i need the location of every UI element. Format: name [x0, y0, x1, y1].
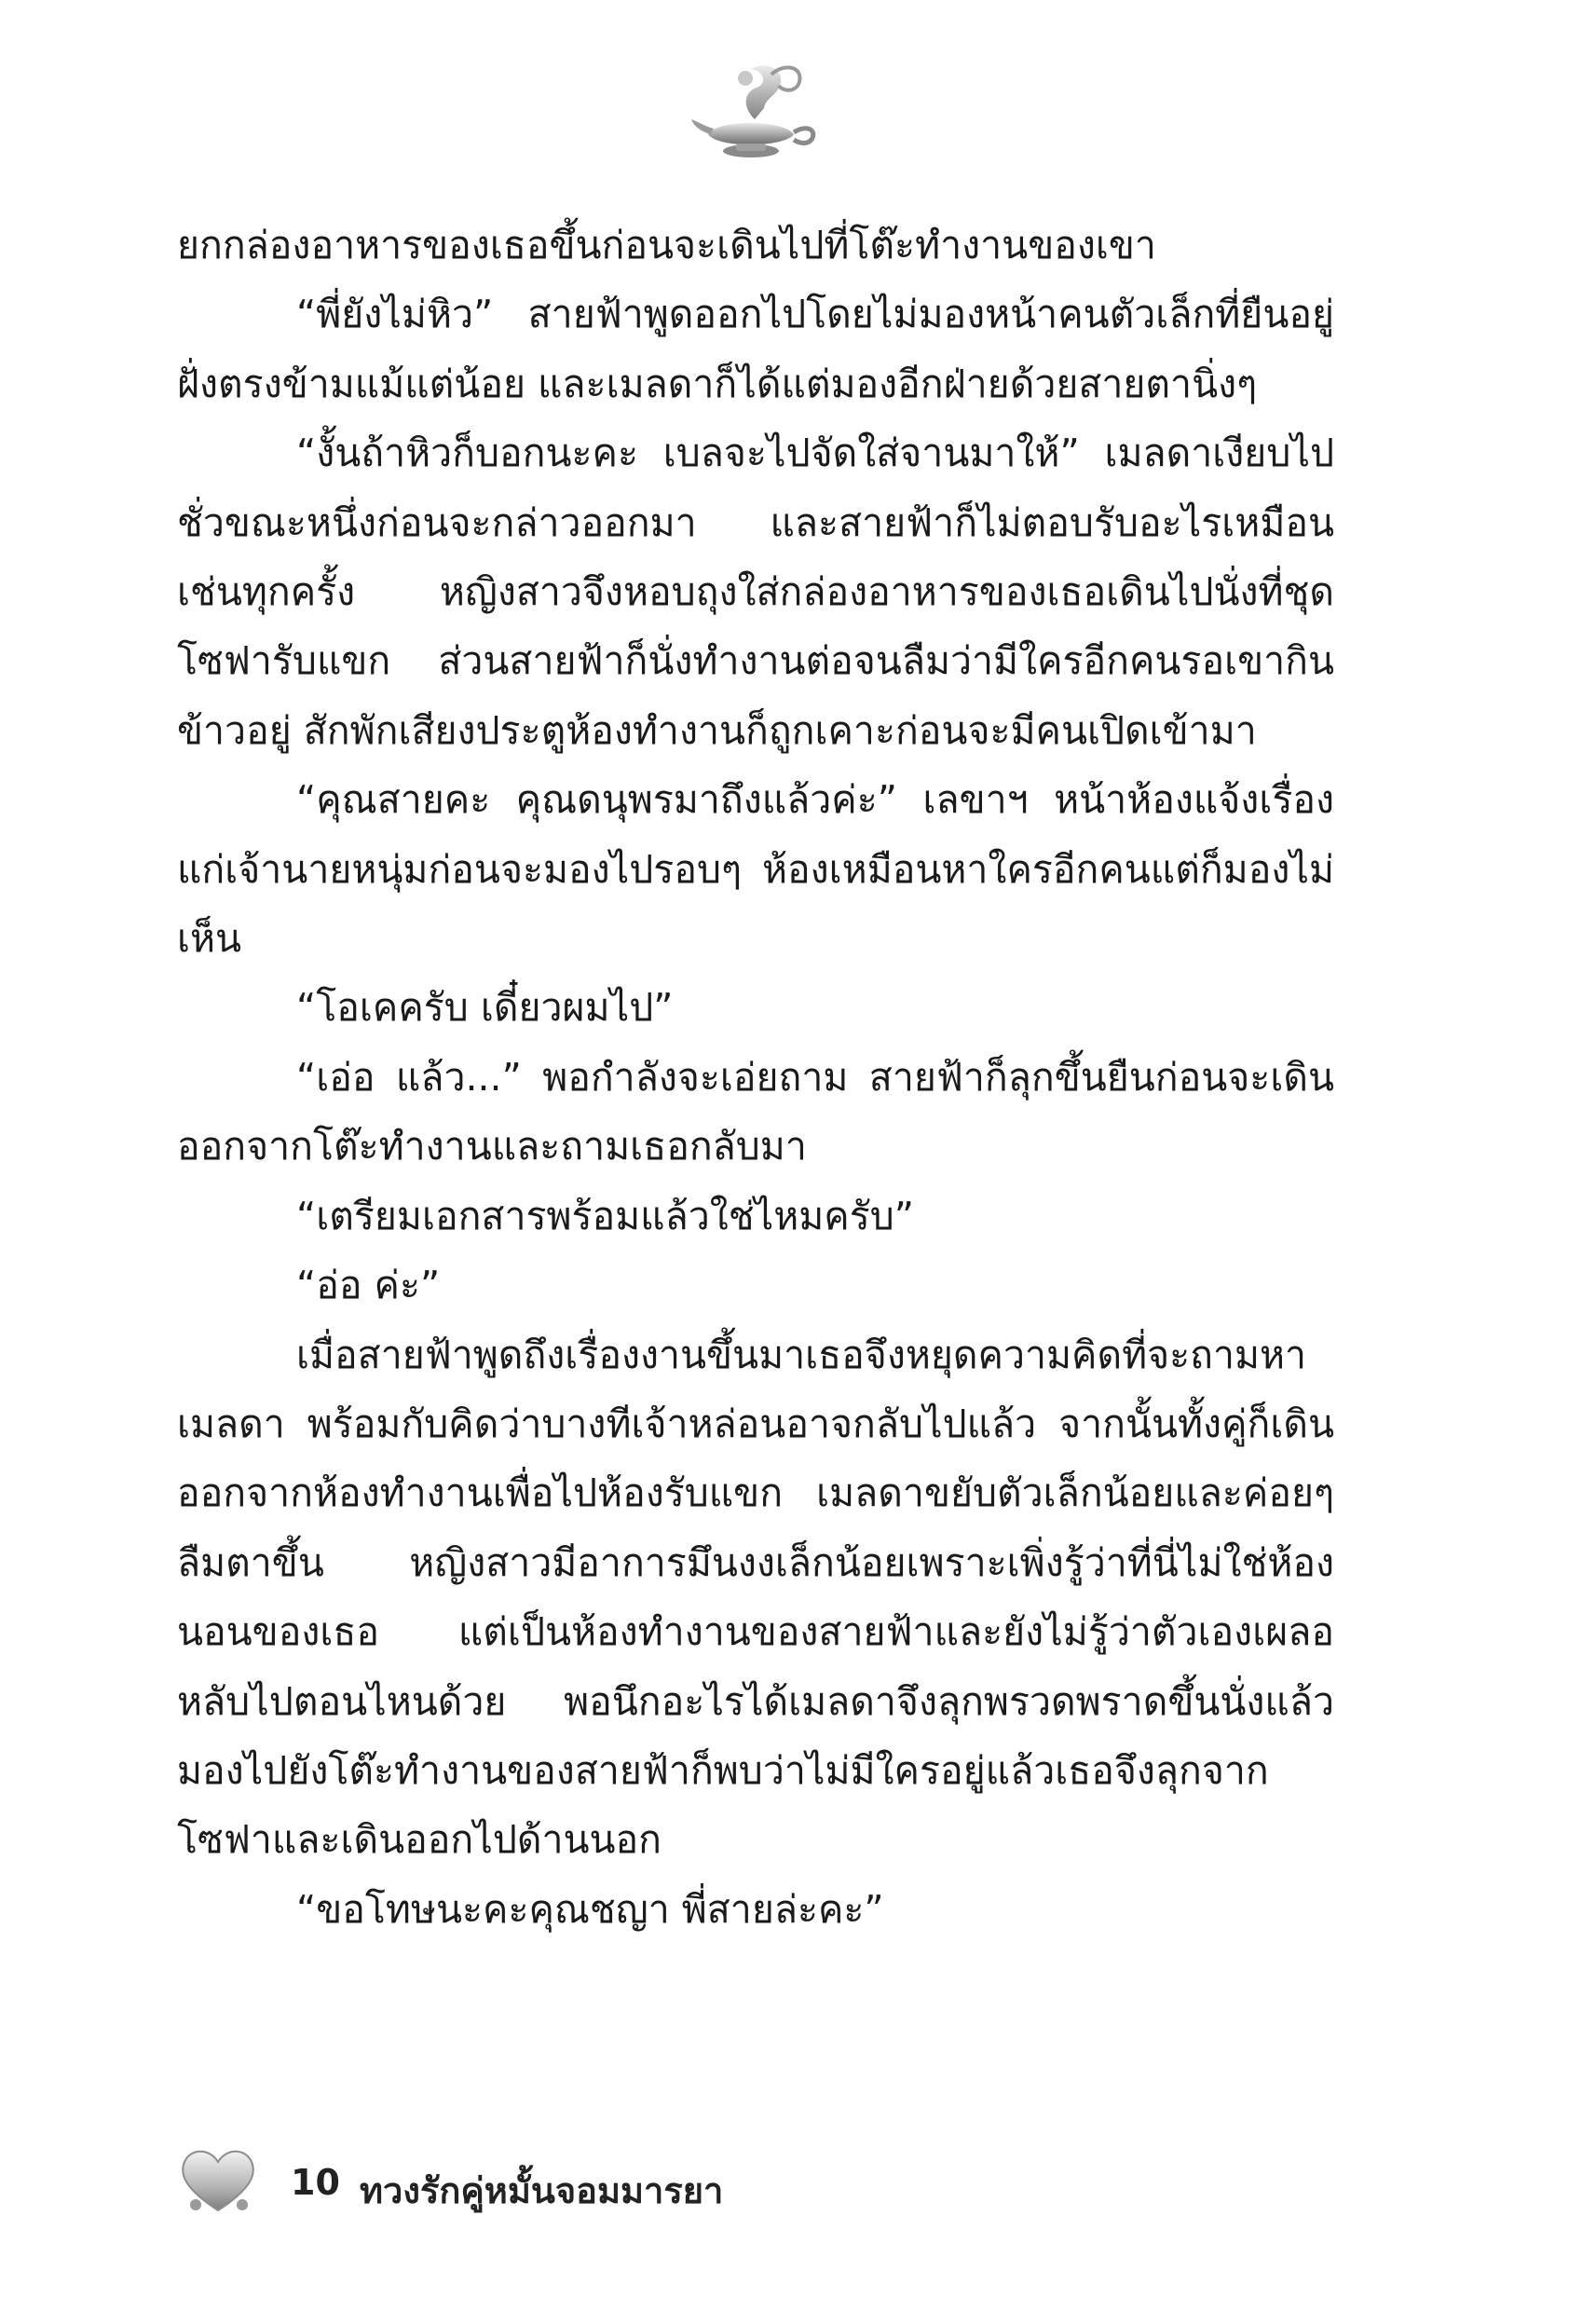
paragraph: “ขอโทษนะคะคุณชญา พี่สายล่ะคะ” [296, 1886, 884, 1932]
paragraph: “งั้นถ้าหิวก็บอกนะคะ เบลจะไปจัดใส่จานมาให้” เมลดาเงียบไปชั่วขณะหนึ่งก่อนจะกล่าวออกมา และสายฟ้าก็ไม่ตอบรับอะไรเหมือนเช่นทุกครั้ง หญิงสาวจึงหอบถุงใส่กล่องอาหารของเธอเดินไปนั่งที่ชุดโซฟารับแขก ส่วนสายฟ้าก็นั่งทำงานต่อจนลืมว่ามีใครอีกคนรอเขากินข้าวอยู่ สักพักเสียงประตูห้องทำงานก็ถูกเคาะก่อนจะมีคนเปิดเข้ามา [177, 431, 1334, 753]
paragraph: “เตรียมเอกสารพร้อมแล้วใช่ไหมครับ” [296, 1193, 914, 1238]
genie-lamp-icon [689, 54, 820, 164]
paragraph: “เอ่อ แล้ว...” พอกำลังจะเอ่ยถาม สายฟ้าก็ลุกขึ้นยืนก่อนจะเดินออกจากโต๊ะทำงานและถามเธอกลับมา [177, 1054, 1334, 1169]
body-text [177, 211, 1334, 1944]
paragraph: “โอเคครับ เดี๋ยวผมไป” [296, 985, 674, 1031]
heart-icon [177, 2143, 259, 2218]
paragraph: ยกกล่องอาหารของเธอขึ้นก่อนจะเดินไปที่โต๊ะทำงานของเขา [177, 223, 1156, 267]
paragraph: “อ่อ ค่ะ” [296, 1263, 441, 1308]
page-number: 10 [291, 2162, 340, 2203]
page-footer [177, 2143, 922, 2218]
book-title: ทวงรักคู่หมั้นจอมมารยา [360, 2170, 724, 2211]
paragraph: “พี่ยังไม่หิว” สายฟ้าพูดออกไปโดยไม่มองหน้าคนตัวเล็กที่ยืนอยู่ฝั่งตรงข้ามแม้แต่น้อย และเมลดาก็ได้แต่มองอีกฝ่ายด้วยสายตานิ่งๆ [177, 292, 1334, 406]
paragraph: เมื่อสายฟ้าพูดถึงเรื่องงานขึ้นมาเธอจึงหยุดความคิดที่จะถามหาเมลดา พร้อมกับคิดว่าบางทีเจ้าหล่อนอาจกลับไปแล้ว จากนั้นทั้งคู่ก็เดินออกจากห้องทำงานเพื่อไปห้องรับแขก เมลดาขยับตัวเล็กน้อยและค่อยๆ ลืมตาขึ้น หญิงสาวมีอาการมึนงงเล็กน้อยเพราะเพิ่งรู้ว่าที่นี่ไม่ใช่ห้องนอนของเธอ แต่เป็นห้องทำงานของสายฟ้าและยังไม่รู้ว่าตัวเองเผลอหลับไปตอนไหนด้วย พอนึกอะไรได้เมลดาจึงลุกพรวดพราดขึ้นนั่งแล้วมองไปยังโต๊ะทำงานของสายฟ้าก็พบว่าไม่มีใครอยู่แล้วเธอจึงลุกจากโซฟาและเดินออกไปด้านนอก [177, 1332, 1334, 1863]
paragraph: “คุณสายคะ คุณดนุพรมาถึงแล้วค่ะ” เลขาฯ หน้าห้องแจ้งเรื่องแก่เจ้านายหนุ่มก่อนจะมองไปรอบๆ ห้องเหมือนหาใครอีกคนแต่ก็มองไม่เห็น [177, 777, 1334, 962]
